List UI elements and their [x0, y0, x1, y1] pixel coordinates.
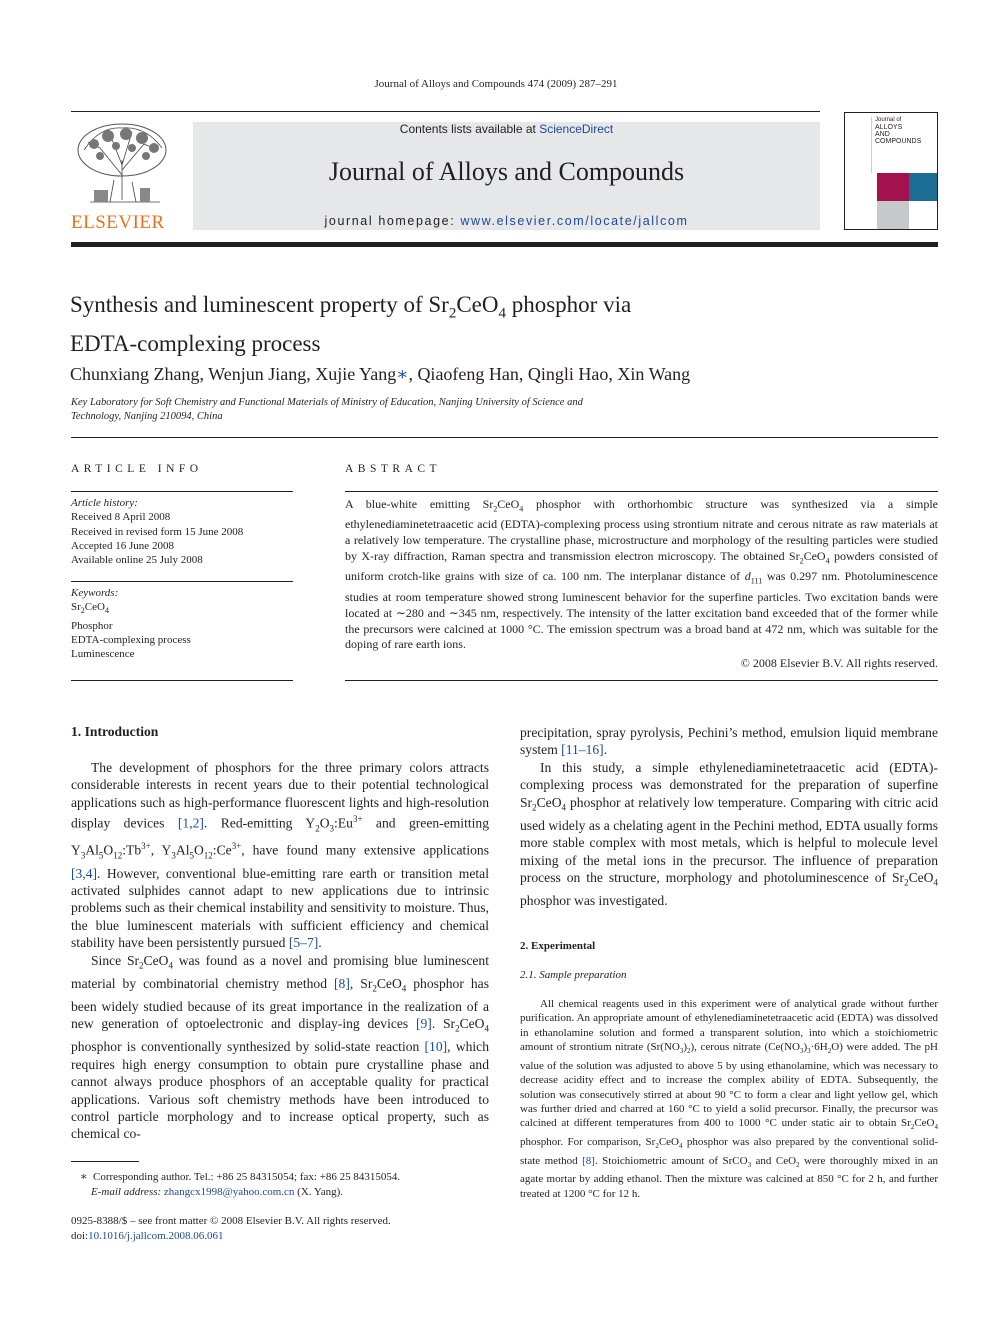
elsevier-tree-logo: [70, 120, 174, 210]
introduction-body: The development of phosphors for the three primary colors attracts considerable interests in recent years due to their potential technological applications such as high-performance fluorescent lights and high-resolution display devices [1,2]. Red-emitting $Y_2O_3:Eu^{3+}$ and green-emitting $Y_3Al_5O_{12}:Tb^{3+}$, $Y_3Al_5O_{12}:Ce^{3+}$, have found many extensive applications [3,4]. However, conventional blue-emitting rare earth or transition metal activated sulphides cannot adapt to new applications due to intrinsic problems such as their chemical instability and sensitivity to moisture. Thus, the blue luminescent materials with sufficient efficiency and chemical stability have been persistently pursued [5–7]. Since $Sr_2CeO_4$ was found as a novel and promising blue luminescent material by combinatorial chemistry method [8], $Sr_2CeO_4$ phosphor has been widely studied because of its great importance in the realization of a new generation of optoelectronic and display-ing devices [9]. $Sr_2CeO_4$ phosphor is conventionally synthesized by solid-state reaction [10], which requires high energy consumption to obtain pure crystalline phase and cannot always produce phosphors of an acceptable quality for practical applications. Various soft chemistry methods have been introduced to control particle morphology and to increase optical property, such as chemical co-: [71, 760, 490, 1142]
cover-block-gray: [877, 201, 909, 229]
journal-title: Journal of Alloys and Compounds: [328, 157, 685, 186]
homepage-link[interactable]: www.elsevier.com/locate/jallcom: [460, 214, 689, 228]
affiliation: Key Laboratory for Soft Chemistry and Functional Materials of Ministry of Education, Nanjing University of Science and Technology, Nanjing 210094, China: [71, 397, 583, 422]
email-link[interactable]: zhangcx1998@yahoo.com.cn: [163, 1185, 295, 1198]
cover-block-blue: [909, 173, 937, 201]
cover-left-strip: [849, 117, 872, 173]
front-matter-footer: 0925-8388/$ – see front matter © 2008 Elsevier B.V. All rights reserved. doi:10.1016/j.jallcom.2008.06.061: [71, 1215, 391, 1242]
abstract-rule-bottom: [345, 680, 938, 681]
footnote-rule: [71, 1161, 139, 1162]
abstract-text: A blue-white emitting $Sr_2CeO_4$ phosphor with orthorhombic structure was synthesized via a simple ethylenediaminetetraacetic acid (EDTA)-complexing process using strontium nitrate and cerous nitrate as raw materials at a relatively low temperature. The crystalline phase, microstructure and morphology of the resulting particles were studied by X-ray diffraction, Raman spectra and transmission electron microscopy. The obtained $Sr_2CeO_4$ powders consisted of uniform crotch-like grains with size of ca. 100 nm. The interplanar distance of $d_{111}$ was 0.297 nm. Photoluminescence studies at room temperature showed strong luminescent behavior for the superfine particles. Two excitation bands were located at ∼280 and ∼345 nm, respectively. The intensity of the latter excitation band exceeded that of the former while the precursors were calcined at 1000 °C. The emission spectrum was a broad band at 472 nm, which was suitable for the doping of rare earth ions.: [345, 497, 938, 652]
abstract-copyright: © 2008 Elsevier B.V. All rights reserved.: [740, 656, 938, 670]
journal-cover-thumbnail: [844, 112, 938, 230]
top-rule: [71, 111, 820, 112]
article-title: Synthesis and luminescent property of $Sr_2CeO_4$ phosphor via EDTA-complexing process: [70, 292, 632, 356]
article-history: Article history: Received 8 April 2008 Received in revised form 15 June 2008 Accepted 16 June 2008 Available online 25 July 2008: [71, 497, 244, 567]
contents-line: Contents lists available at ScienceDirect: [399, 122, 614, 136]
journal-homepage: journal homepage: www.elsevier.com/locate/jallcom: [324, 214, 689, 228]
article-info-heading: ARTICLE INFO: [71, 463, 203, 475]
abstract-rule-top: [345, 491, 938, 492]
sample-preparation-body: All chemical reagents used in this experiment were of analytical grade without further purification. An appropriate amount of ethylenediaminetetraacetic acid (EDTA) was dissolved in ethanolamine solution and formed a transparent solution, into which a stoichiometric amount of strontium nitrate $(Sr(NO_3)_2)$, cerous nitrate $(Ce(NO_3)_3\cdot 6H_2O)$ were added. The pH value of the solution was adjusted to above 5 by using ethanolamine, which was necessary to decrease acidity effect and to increase the complex ability of EDTA. Subsequently, the solution was consecutively stirred at about 90 °C to form a clear and light yellow gel, which was further dried and charred at 160 °C to yield a solid precursor. Finally, the precursor was calcined at different temperatures from 400 to 1000 °C under static air to obtain $Sr_2CeO_4$ phosphor. For comparison, $Sr_2CeO_4$ phosphor was also prepared by the conventional solid-state method [8]. Stoichiometric amount of SrCO$_3$ and CeO$_2$ were thoroughly mixed in an agate mortar by adding ethanol. Then the mixture was calcined at 850 °C for 2 h, and further treated at 1200 °C for 12 h.: [520, 998, 939, 1200]
cover-block-magenta: [877, 173, 909, 201]
cover-title: Journal of ALLOYS AND COMPOUNDS: [875, 117, 922, 145]
introduction-continued: precipitation, spray pyrolysis, Pechini’s method, emulsion liquid membrane system [11–16]. In this study, a simple ethylenediaminetetraacetic acid (EDTA)-complexing process was demonstrated for the preparation of superfine $Sr_2CeO_4$ phosphor at relatively low temperature. Comparing with citric acid used widely as a chelating agent in the Pechini method, EDTA usually forms more stable complex with most metals, which is helpful to molecule level mixing of the metal ions in the precursor. The influence of preparation process on the structure, morphology and photoluminescence of $Sr_2CeO_4$ phosphor was investigated.: [520, 725, 938, 909]
sciencedirect-link[interactable]: ScienceDirect: [539, 122, 614, 136]
corresponding-author-mark[interactable]: ∗: [396, 364, 409, 384]
corresponding-footnote: ∗ Corresponding author. Tel.: +86 25 84315054; fax: +86 25 84315054. E-mail address: zhangcx1998@yahoo.com.cn (X. Yang).: [80, 1171, 401, 1198]
info-rule-3: [71, 680, 293, 681]
author-list: Chunxiang Zhang, Wenjun Jiang, Xujie Yang∗, Qiaofeng Han, Qingli Hao, Xin Wang: [70, 364, 691, 384]
elsevier-wordmark: ELSEVIER: [71, 212, 165, 233]
info-rule-1: [71, 491, 293, 492]
experimental-heading: 2. Experimental: [520, 940, 596, 952]
introduction-heading: 1. Introduction: [71, 724, 159, 739]
info-rule-2: [71, 581, 293, 582]
header-thick-rule: [71, 242, 938, 247]
doi-link[interactable]: 10.1016/j.jallcom.2008.06.061: [88, 1229, 224, 1242]
running-head: Journal of Alloys and Compounds 474 (2009) 287–291: [374, 78, 618, 90]
abstract-heading: ABSTRACT: [345, 463, 442, 475]
rule-under-affiliation: [71, 437, 938, 438]
sample-preparation-heading: 2.1. Sample preparation: [520, 969, 627, 981]
keywords: Keywords: $Sr_2CeO_4$ Phosphor EDTA-complexing process Luminescence: [71, 587, 191, 661]
